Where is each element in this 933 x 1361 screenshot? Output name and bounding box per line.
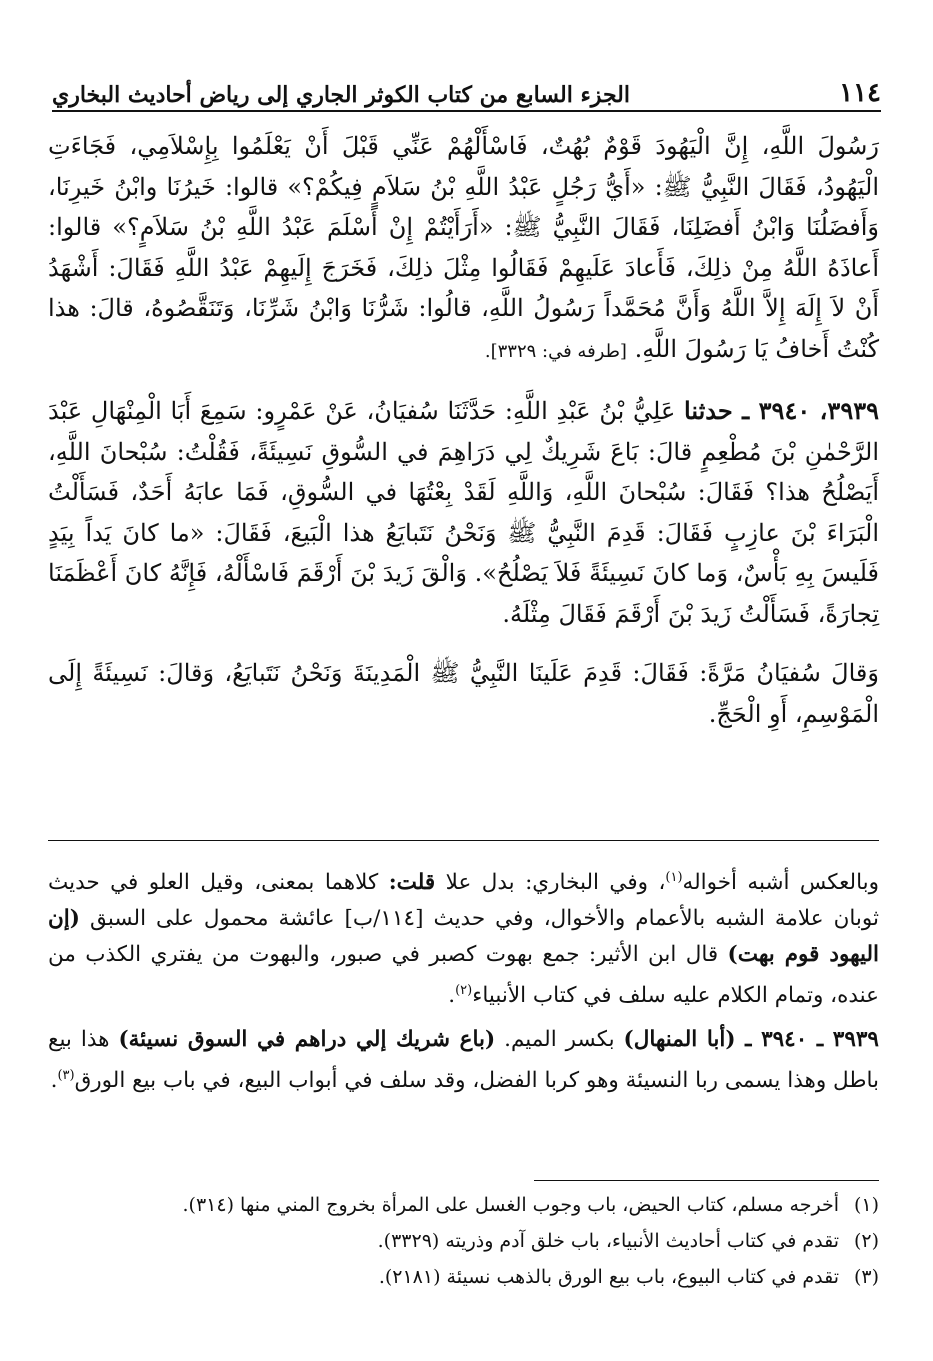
commentary-text: وبالعكس أشبه أخواله — [682, 870, 880, 896]
page-number: ١١٤ — [839, 78, 881, 108]
commentary-text: . — [448, 983, 456, 1009]
commentary-paragraph — [48, 1022, 879, 1099]
page-header — [52, 68, 881, 108]
commentary-paragraph — [48, 860, 879, 1014]
footnote-marker: (٢) — [455, 983, 473, 999]
footnote-text: تقدم في كتاب البيوع، باب بيع الورق بالذهب نسيئة (٢١٨١). — [378, 1266, 839, 1288]
commentary-bold: (إن اليهود قوم بهت) — [48, 906, 880, 968]
commentary-text: هذا بيع باطل وهذا يسمى ربا النسيئة وهو كربا الفضل، وقد سلف في أبواب البيع، في باب بيع الورق — [48, 1027, 879, 1094]
hadith-number: ٣٩٣٩، ٣٩٤٠ ـ حدثنا — [684, 396, 879, 425]
hadith-text: عَلِيُّ بْنُ عَبْدِ اللَّهِ: حَدَّثَنَا سُفيَانُ، عَنْ عَمْرٍو: سَمِعَ أَبَا الْمِنْهَالِ عَبْدَ الرَّحْمٰنِ بْنَ مُطْعِمٍ قالَ: بَاعَ شَرِيكٌ لِي دَرَاهِمَ في السُّوقِ نَسِيئَةً، فَقُلْتُ: سُبْحانَ اللَّهِ، أَيَصْلُحُ هذا؟ فَقَالَ: سُبْحانَ اللَّهِ، وَاللَّهِ لَقَدْ بِعْتُهَا في السُّوقِ، فَمَا عابَهُ أَحَدٌ، فَسَأَلْتُ الْبَرَاءَ بْنَ عازِبٍ فَقَالَ: قَدِمَ النَّبِيُّ ﷺ وَنَحْنُ نَتَبايَعُ هذا الْبَيعَ، فَقَالَ: «ما كانَ يَداً بِيَدٍ فَلَيسَ بِهِ بَأْسٌ، وَما كانَ نَسِيئَةً فَلاَ يَصْلُحُ». وَالْقَ زَيدَ بْنَ أَرْقَمَ فَاسْأَلْهُ، فَإِنَّهُ كانَ أَعْظَمَنَا تِجارَةً، فَسَأَلْتُ زَيدَ بْنَ أَرْقَمَ فَقَالَ مِثْلَهُ. — [48, 397, 880, 628]
commentary-text: . — [50, 1068, 58, 1094]
commentary-bold: قلت: — [388, 870, 436, 896]
footnote-text: أخرجه مسلم، كتاب الحيض، باب وجوب الغسل على المرأة بخروج المني منها (٣١٤). — [182, 1194, 839, 1216]
footnote-rule — [534, 1180, 879, 1181]
commentary-bold: ٣٩٣٩ ـ ٣٩٤٠ ـ (أبا المنهال) — [623, 1027, 879, 1053]
footnote-number: (٢) — [853, 1230, 879, 1252]
commentary-text: بكسر الميم. — [504, 1027, 615, 1053]
running-title: الجزء السابع من كتاب الكوثر الجاري إلى رياض أحاديث البخاري — [52, 82, 630, 108]
footnote-marker: (٣) — [57, 1068, 75, 1084]
footnote — [48, 1259, 879, 1295]
header-rule — [52, 110, 881, 112]
commentary-text: ، وفي البخاري: بدل علا — [445, 870, 666, 896]
footnote — [48, 1223, 879, 1259]
commentary — [48, 860, 879, 1099]
commentary-text: كلاهما بمعنى، وقيل العلو في حديث ثوبان علامة الشبه بالأعمام والأخوال، وفي حديث [١١٤/ب] عائشة محمول على السبق — [48, 870, 879, 932]
footnotes — [48, 1187, 879, 1295]
hadith-continuation — [48, 126, 879, 372]
footnote-number: (١) — [853, 1194, 879, 1216]
cross-reference: [طرفه في: ٣٣٢٩]. — [484, 340, 627, 362]
footnote-number: (٣) — [853, 1266, 879, 1288]
hadith-continuation-text: رَسُولَ اللَّهِ، إِنَّ الْيَهُودَ قَوْمٌ بُهُتٌ، فَاسْأَلْهُمْ عَنِّي قَبْلَ أَنْ يَعْلَمُوا بِإِسْلاَمِي، فَجَاءَتِ الْيَهُودُ، فَقَالَ النَّبِيُّ ﷺ: «أَيُّ رَجُلٍ عَبْدُ اللَّهِ بْنُ سَلاَمٍ فِيكُمْ؟» قالوا: خَيرُنَا وابْنُ خَيرِنَا، وَأَفضَلُنَا وَابْنُ أَفضَلِنَا، فَقَالَ النَّبِيُّ ﷺ: «أَرَأَيْتُمْ إِنْ أَسْلَمَ عَبْدُ اللَّهِ بْنُ سَلاَمٍ؟» قالوا: أَعاذَهُ اللَّهُ مِنْ ذلِكَ، فَأَعادَ عَلَيهِمْ فَقَالُوا مِثْلَ ذلِكَ، فَخَرَجَ إِلَيهِمْ عَبْدُ اللَّهِ فَقَالَ: أَشْهَدُ أَنْ لاَ إِلَهَ إِلاَّ اللَّهُ وَأَنَّ مُحَمَّداً رَسُولُ اللَّهِ، قالُوا: شَرُّنَا وَابْنُ شَرِّنَا، وَتَنَقَّصُوهُ، قالَ: هذا كُنْتُ أَخافُ يَا رَسُولَ اللَّهِ. — [48, 132, 880, 363]
commentary-text: قال ابن الأثير: جمع بهوت كصبر في صبور، والبهوت من يفتري الكذب من عنده، وتمام الكلام عليه سلف في كتاب الأنبياء — [48, 942, 879, 1009]
commentary-rule — [48, 840, 879, 841]
hadith-variant — [48, 653, 879, 734]
hadith-variant-text: وَقالَ سُفيَانُ مَرَّةً: فَقَالَ: قَدِمَ عَلَينَا النَّبِيُّ ﷺ الْمَدِينَةَ وَنَحْنُ نَتَبايَعُ، وَقالَ: نَسِيئَةً إِلَى الْمَوْسِمِ، أَوِ الْحَجِّ. — [48, 659, 879, 728]
footnote-text: تقدم في كتاب أحاديث الأنبياء، باب خلق آدم وذريته (٣٣٢٩). — [377, 1230, 839, 1252]
footnote — [48, 1187, 879, 1223]
main-text — [48, 126, 879, 734]
commentary-bold: (باع شريك إلي دراهم في السوق نسيئة) — [118, 1027, 496, 1053]
footnote-marker: (١) — [665, 870, 683, 885]
hadith-3939 — [48, 391, 879, 634]
